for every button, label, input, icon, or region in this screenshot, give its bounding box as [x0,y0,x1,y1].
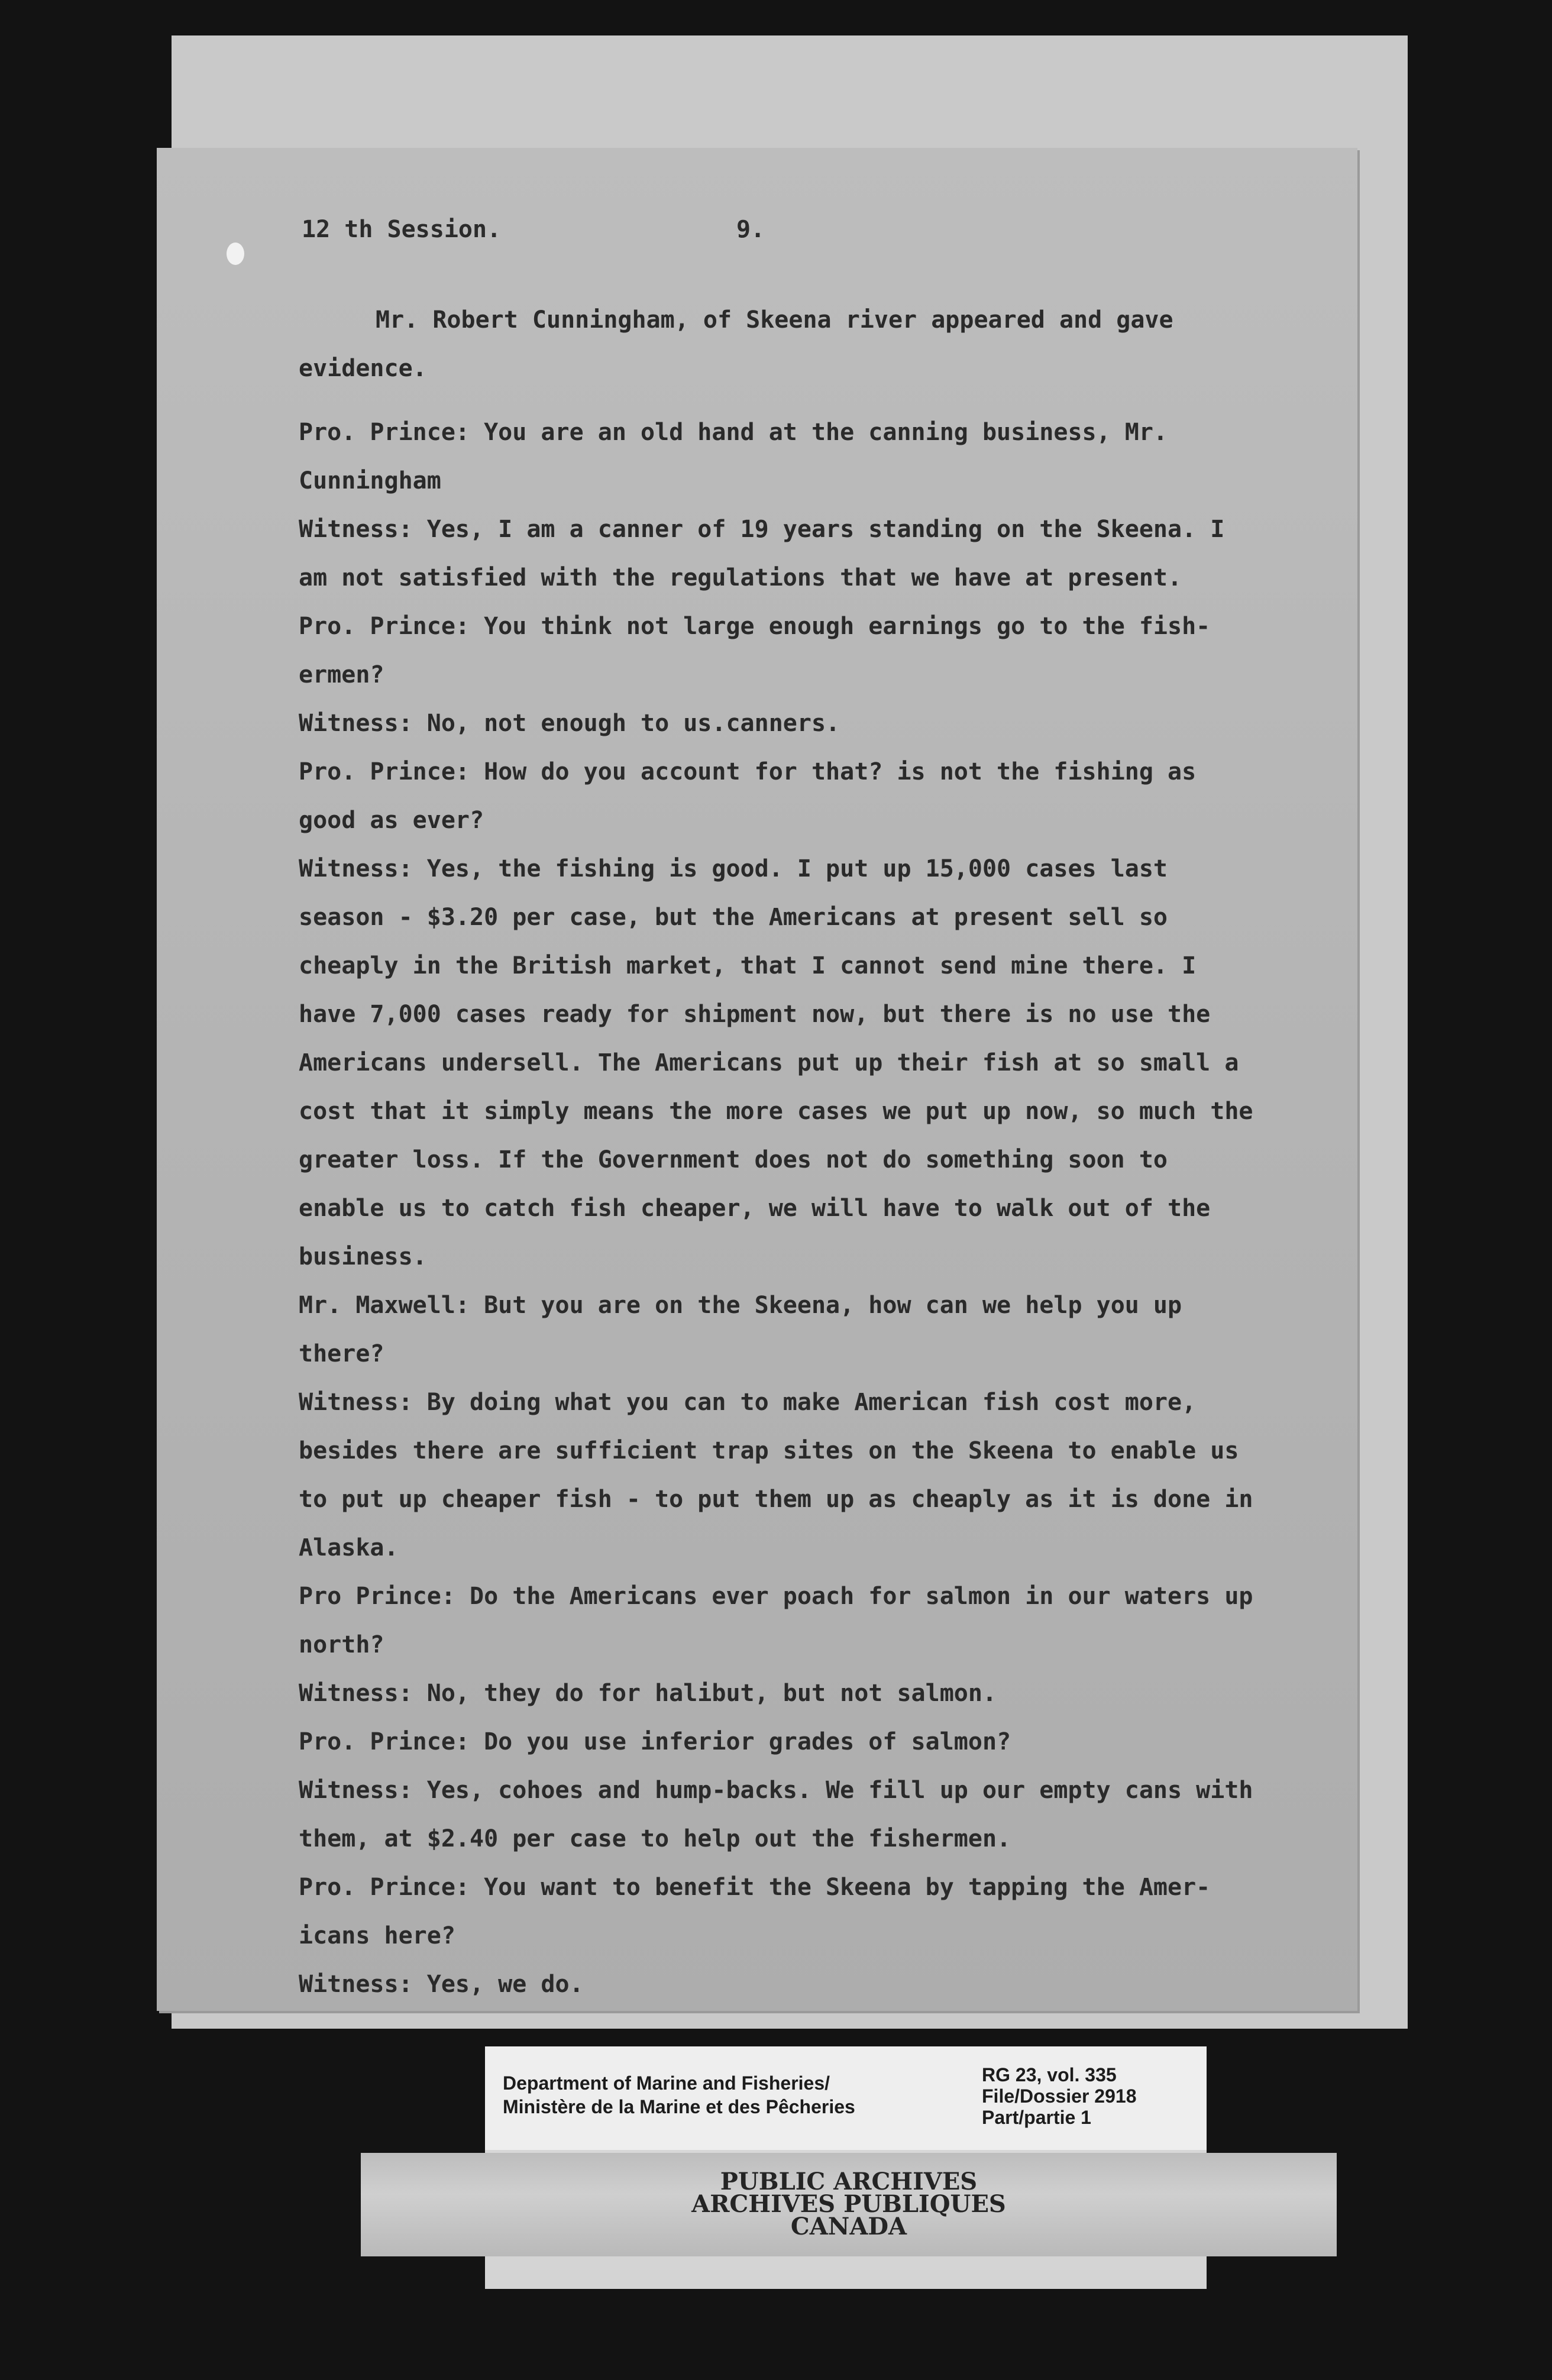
speaker-label: Witness: [299,855,413,882]
speaker-label: Pro. Prince: [299,419,470,446]
speaker-label: Pro. Prince: [299,613,470,640]
public-archives-stamp [361,2153,1337,2256]
statement-text: Yes, the fishing is good. I put up 15,000 cases last season - $3.20 per case, but the Americans at present sell so cheaply in the British market, that I cannot send mine there. I have 7,000 cases ready for shipment now, but there is no use the Americans undersell. The Americans put up their fish at so small a cost that it simply means the more cases we put up now, so much the greater loss. If the Government does not do something soon to enable us to catch fish cheaper, we will have to walk out of the business. [299,855,1253,1270]
transcript-line [299,1572,1257,1669]
part-partie: Part/partie 1 [982,2107,1091,2128]
transcript-line [299,1960,1257,2009]
statement-text: You are an old hand at the canning business, Mr. Cunningham [299,419,1168,494]
file-reference [982,2064,1195,2128]
stamp-line-french: ARCHIVES PUBLIQUES [691,2190,1006,2218]
speaker-label: Pro Prince: [299,1583,455,1610]
punch-hole [227,242,244,265]
speaker-label: Witness: [299,1389,413,1416]
stamp-text [361,2168,1337,2240]
transcript-body [299,296,1257,2009]
speaker-label: Witness: [299,1777,413,1804]
transcript-line [299,1378,1257,1572]
speaker-label: Witness: [299,1680,413,1707]
statement-text: You want to benefit the Skeena by tapping the Amer-icans here? [299,1874,1211,1949]
page-number: 9. [736,216,765,243]
document-page [157,148,1357,2011]
speaker-label: Witness: [299,516,413,543]
department-name [503,2071,964,2119]
file-dossier: File/Dossier 2918 [982,2085,1137,2107]
transcript-line [299,1281,1257,1378]
transcript-line [299,748,1257,845]
stamp-line-english: PUBLIC ARCHIVES [720,2168,978,2195]
speaker-label: Pro. Prince: [299,758,470,785]
speaker-label: Pro. Prince: [299,1874,470,1901]
intro-paragraph: Mr. Robert Cunningham, of Skeena river appeared and gave evidence. [299,306,1173,382]
speaker-label: Pro. Prince: [299,1728,470,1755]
speaker-label: Mr. Maxwell: [299,1292,470,1319]
statement-text: Do you use inferior grades of salmon? [484,1728,1011,1755]
statement-text: Do the Americans ever poach for salmon in our waters up north? [299,1583,1253,1658]
speaker-label: Witness: [299,710,413,737]
statement-text: By doing what you can to make American fish cost more, besides there are sufficient trap sites on the Skeena to enable us to put up cheaper fish - to put them up as cheaply as it is done in Alaska. [299,1389,1253,1561]
department-english: Department of Marine and Fisheries/ [503,2072,830,2094]
statement-text: No, they do for halibut, but not salmon. [426,1680,997,1707]
session-header: 12 th Session. [302,216,502,243]
transcript-line [299,408,1257,505]
department-french: Ministère de la Marine et des Pêcheries [503,2096,855,2117]
transcript-line [299,699,1257,748]
speaker-label: Witness: [299,1971,413,1998]
statement-text: But you are on the Skeena, how can we help you up there? [299,1292,1182,1367]
record-group: RG 23, vol. 335 [982,2064,1117,2085]
statement-text: Yes, we do. [426,1971,584,1998]
transcript-line [299,845,1257,1281]
statement-text: Yes, cohoes and hump-backs. We fill up our empty cans with them, at $2.40 per case to help out the fishermen. [299,1777,1253,1852]
transcript-line [299,1718,1257,1766]
statement-text: No, not enough to us.canners. [426,710,840,737]
transcript-line [299,1669,1257,1718]
statement-text: Yes, I am a canner of 19 years standing on the Skeena. I am not satisfied with the regulations that we have at present. [299,516,1225,591]
statement-text: You think not large enough earnings go to the fish-ermen? [299,613,1211,688]
transcript-line [299,1863,1257,1960]
archive-label-footer [485,2256,1207,2289]
archive-reference-label [485,2046,1207,2150]
transcript-line [299,602,1257,699]
transcript-line [299,505,1257,602]
stamp-line-country: CANADA [790,2213,907,2240]
statement-text: How do you account for that? is not the fishing as good as ever? [299,758,1197,834]
transcript-line [299,1766,1257,1863]
